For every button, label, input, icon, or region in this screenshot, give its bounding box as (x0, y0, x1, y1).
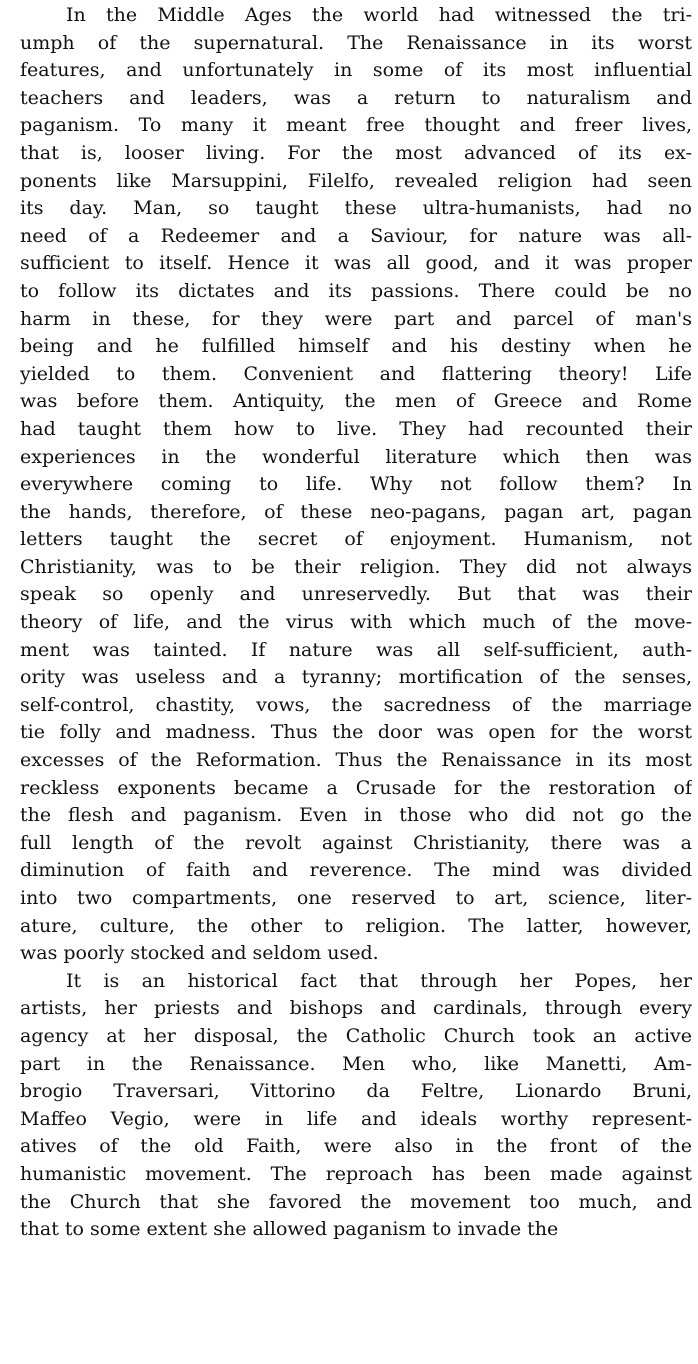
text-line: ment was tainted. If nature was all self-sufficient, auth- (20, 638, 692, 661)
text-line: umph of the supernatural. The Renaissance in its worst (20, 31, 692, 54)
text-line: paganism. To many it meant free thought and freer lives, (20, 114, 692, 137)
text-line: diminution of faith and reverence. The mind was divided (20, 859, 692, 882)
text-line: artists, her priests and bishops and cardinals, through every (20, 997, 692, 1020)
text-line: atives of the old Faith, were also in the front of the (20, 1135, 692, 1158)
text-line: experiences in the wonderful literature which then was (20, 445, 692, 468)
text-line: ature, culture, the other to religion. The latter, however, (20, 914, 692, 937)
text-line: into two compartments, one reserved to art, science, liter- (20, 887, 692, 909)
text-line: In the Middle Ages the world had witnessed the tri- (66, 4, 692, 26)
paragraph (20, 968, 692, 1244)
text-line: excesses of the Reformation. Thus the Renaissance in its most (20, 749, 692, 772)
text-line: theory of life, and the virus with which much of the move- (20, 611, 692, 634)
text-line: self-control, chastity, vows, the sacredness of the marriage (20, 693, 692, 716)
text-line: ority was useless and a tyranny; mortification of the senses, (20, 666, 692, 689)
text-line: speak so openly and unreservedly. But that was their (20, 583, 692, 606)
paragraph (20, 2, 692, 968)
text-line: letters taught the secret of enjoyment. Humanism, not (20, 528, 692, 551)
text-line: teachers and leaders, was a return to naturalism and (20, 86, 692, 109)
text-line: everywhere coming to life. Why not follow them? In (20, 473, 692, 496)
text-line: sufficient to itself. Hence it was all good, and it was proper (20, 252, 692, 275)
text-line: need of a Redeemer and a Saviour, for nature was all- (20, 224, 692, 247)
text-line: agency at her disposal, the Catholic Church took an active (20, 1024, 692, 1047)
text-line: humanistic movement. The reproach has been made against (20, 1162, 692, 1185)
text-line: yielded to them. Convenient and flattering theory! Life (20, 362, 692, 385)
text-line: that to some extent she allowed paganism to invade the (20, 1218, 559, 1241)
text-line: to follow its dictates and its passions. There could be no (20, 279, 692, 302)
text-line: was before them. Antiquity, the men of Greece and Rome (20, 390, 692, 413)
text-line: Christianity, was to be their religion. They did not always (20, 555, 692, 578)
text-line: reckless exponents became a Crusade for the restoration of (20, 776, 692, 799)
text-line: harm in these, for they were part and parcel of man's (20, 307, 692, 330)
text-line: the flesh and paganism. Even in those who did not go the (20, 804, 692, 827)
text-line: It is an historical fact that through her Popes, her (66, 969, 692, 992)
text-line: Maffeo Vegio, were in life and ideals worthy represent- (20, 1107, 692, 1130)
text-line: full length of the revolt against Christianity, there was a (20, 831, 692, 854)
text-line: ponents like Marsuppini, Filelfo, revealed religion had seen (20, 169, 692, 192)
text-line: part in the Renaissance. Men who, like Manetti, Am- (20, 1052, 692, 1075)
text-line: that is, looser living. For the most advanced of its ex- (20, 141, 692, 164)
text-line: being and he fulfilled himself and his destiny when he (20, 335, 692, 358)
text-line: its day. Man, so taught these ultra-humanists, had no (20, 197, 692, 220)
text-line: the hands, therefore, of these neo-pagans, pagan art, pagan (20, 500, 692, 523)
text-line: had taught them how to live. They had recounted their (20, 417, 692, 440)
text-line: the Church that she favored the movement too much, and (20, 1190, 692, 1213)
text-line: features, and unfortunately in some of its most influential (20, 59, 692, 82)
text-line: was poorly stocked and seldom used. (20, 942, 379, 965)
text-line: brogio Traversari, Vittorino da Feltre, Lionardo Bruni, (20, 1080, 692, 1103)
text-line: tie folly and madness. Thus the door was open for the worst (20, 721, 692, 744)
document-page (20, 2, 692, 1244)
